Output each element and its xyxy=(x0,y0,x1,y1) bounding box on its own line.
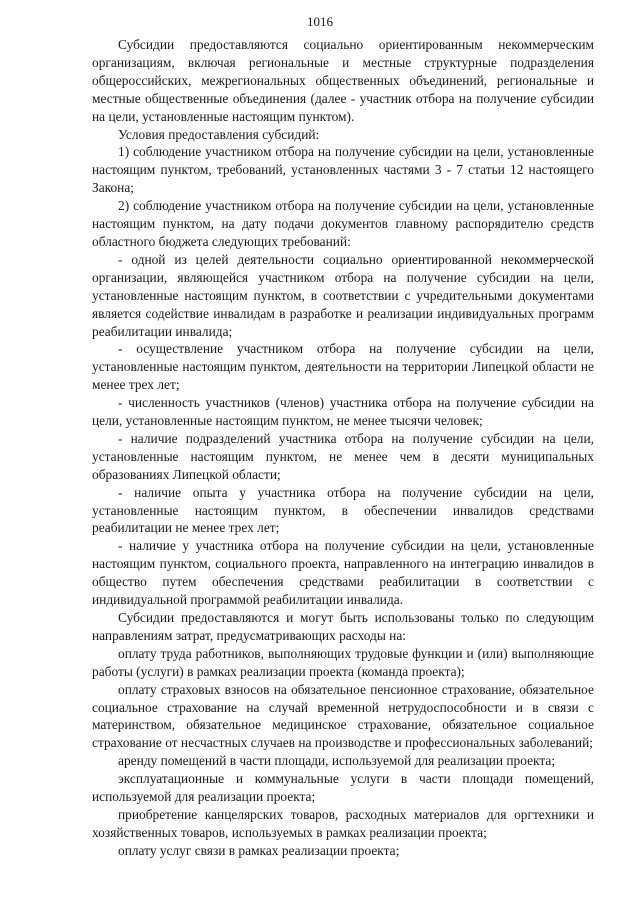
paragraph-subsidy-recipients: Субсидии предоставляются социально ориентированным некоммерческим организациям, включая региональные и местные структурные подразделения общероссийских, межрегиональных общественных объединений, региональные и местные общественные объединения (далее - участник отбора на получение субсидии на цели, установленные настоящим пунктом). xyxy=(92,37,594,124)
paragraph-requirement-members: - численность участников (членов) участника отбора на получение субсидии на цели, установленные настоящим пунктом, не менее тысячи человек; xyxy=(92,395,594,429)
paragraph-expense-supplies: приобретение канцелярских товаров, расходных материалов для оргтехники и хозяйственных товаров, используемых в рамках реализации проекта; xyxy=(92,806,594,840)
paragraph-conditions-heading: Условия предоставления субсидий: xyxy=(118,126,320,142)
paragraph-expense-insurance: оплату страховых взносов на обязательное пенсионное страхование, обязательное социальное страхование на случай временной нетрудоспособности и в связи с материнством, обязательное медицинское страхование, обязательное социальное страхование от несчастных случаев на производстве и профессиональных заболеваний; xyxy=(92,681,594,751)
paragraph-expense-directions: Субсидии предоставляются и могут быть использованы только по следующим направлениям затрат, предусматривающих расходы на: xyxy=(92,610,594,643)
paragraph-requirement-experience: - наличие опыта у участника отбора на получение субсидии на цели, установленные настоящим пунктом, в обеспечении инвалидов средствами реабилитации не менее трех лет; xyxy=(92,484,594,536)
paragraph-requirement-branches: - наличие подразделений участника отбора на получение субсидии на цели, установленные настоящим пунктом, не менее чем в десяти муниципальных образованиях Липецкой области; xyxy=(92,430,594,482)
paragraph-requirement-activity: - осуществление участником отбора на получение субсидии на цели, установленные настоящим пунктом, деятельности на территории Липецкой области не менее трех лет; xyxy=(92,341,594,393)
paragraph-condition-2: 2) соблюдение участником отбора на получение субсидии на цели, установленные настоящим пунктом, на дату подачи документов главному распорядителю средств областного бюджета следующих требований: xyxy=(92,198,594,249)
paragraph-condition-1: 1) соблюдение участником отбора на получение субсидии на цели, установленные настоящим пунктом, требований, установленных частями 3 - 7 статьи 12 настоящего Закона; xyxy=(92,144,594,196)
paragraph-requirement-purpose: - одной из целей деятельности социально ориентированной некоммерческой организации, являющейся участником отбора на получение субсидии на цели, установленные настоящим пунктом, в соответствии с учредительными документами является содействие инвалидам в разработке и реализации индивидуальных программ реабилитации инвалида; xyxy=(92,251,594,339)
paragraph-expense-salary: оплату труда работников, выполняющих трудовые функции и (или) выполняющие работы (услуги) в рамках реализации проекта (команда проекта); xyxy=(92,645,594,679)
document-body xyxy=(92,36,594,860)
paragraph-expense-utilities: эксплуатационные и коммунальные услуги в части площади помещений, используемой для реализации проекта; xyxy=(92,771,594,805)
page-number: 1016 xyxy=(307,14,333,29)
paragraph-expense-communications: оплату услуг связи в рамках реализации проекта; xyxy=(118,842,400,858)
paragraph-expense-rent: аренду помещений в части площади, используемой для реализации проекта; xyxy=(118,753,556,769)
paragraph-requirement-project: - наличие у участника отбора на получение субсидии на цели, установленные настоящим пунктом, социального проекта, направленного на интеграцию инвалидов в общество путем обеспечения средствами реабилитации в соответствии с индивидуальной программой реабилитации инвалида. xyxy=(92,538,594,608)
